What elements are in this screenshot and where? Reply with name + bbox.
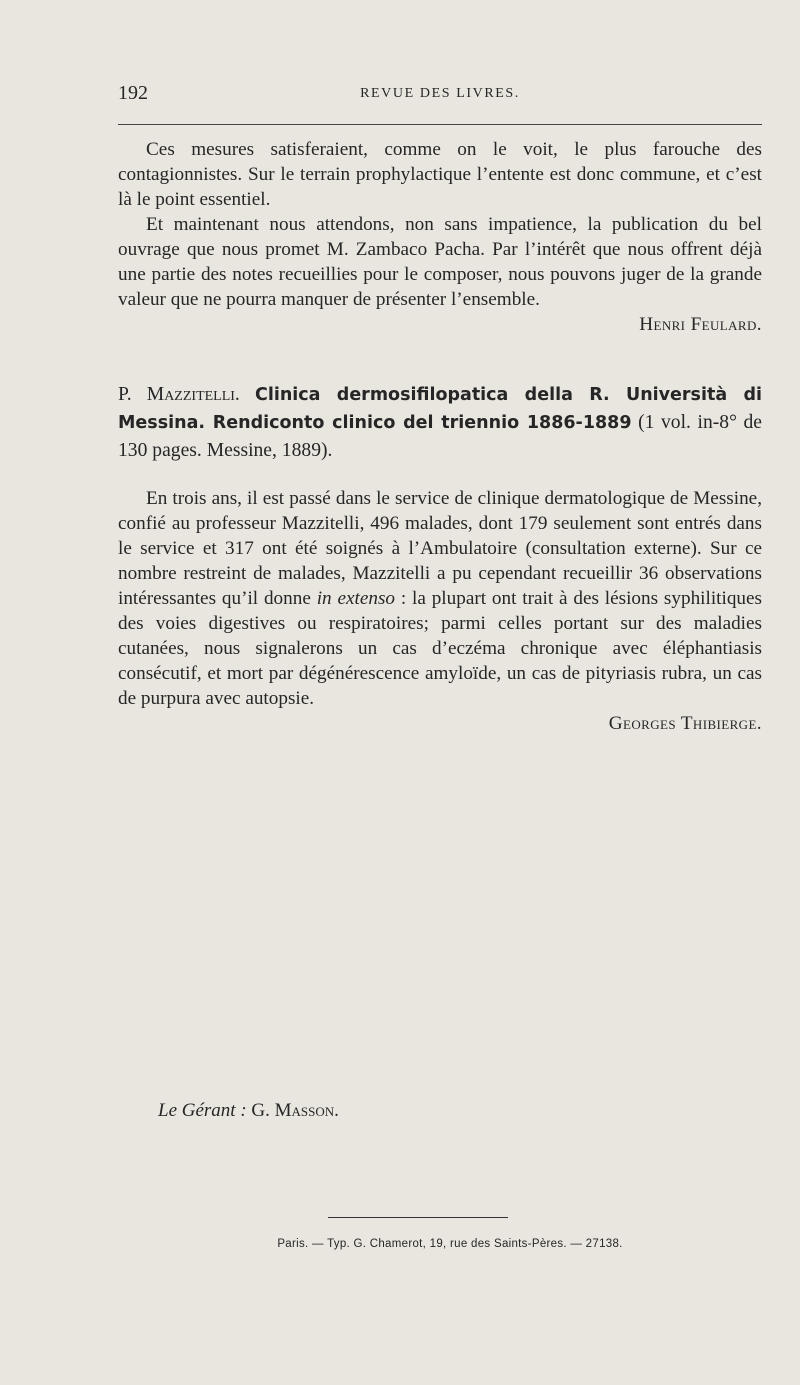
paragraph-contagion: Ces mesures satisferaient, comme on le voit, le plus farouche des contagionnistes. Sur le terrain prophylactique l’entente est donc commune, et c’est là le point essentiel.: [118, 139, 762, 210]
closing-text-block: [118, 137, 762, 337]
page-header: [118, 82, 762, 110]
gerant-name: G. Masson.: [251, 1100, 339, 1121]
imprint-rule: [328, 1217, 508, 1218]
review-body: En trois ans, il est passé dans le service de clinique dermatologique de Messine, confié au professeur Mazzitelli, 496 malades, dont 179 seulement sont entrés dans le service et 317 ont été soignés à l’Ambulatoire (consultation externe). Sur ce nombre restreint de malades, Mazzitelli a pu cependant recueillir 36 observations intéressantes qu’il donne in extenso : la plupart ont trait à des lésions syphilitiques des voies digestives ou respiratoires; parmi celles portant sur des maladies cutanées, nous signalerons un cas d’eczéma chronique avec éléphantiasis consécutif, et mort par dégénérescence amyloïde, un cas de pityriasis rubra, un cas de purpura avec autopsie.: [118, 488, 762, 709]
paragraph-zambaco: Et maintenant nous attendons, non sans impatience, la publication du bel ouvrage que nous promet M. Zambaco Pacha. Par l’intérêt que nous offrent déjà une partie des notes recueillies pour le composer, nous pouvons juger de la grande valeur que ne pourra manquer de présenter l’ensemble.: [118, 214, 762, 310]
signature-feulard: Henri Feulard.: [639, 314, 762, 335]
printer-imprint: Paris. — Typ. G. Chamerot, 19, rue des Saints-Pères. — 27138.: [277, 1238, 623, 1250]
review-text-block: [118, 486, 762, 736]
page-number: 192: [118, 82, 148, 104]
gerant-label: Le Gérant :: [158, 1100, 247, 1121]
gerant-line: [158, 1100, 339, 1122]
book-title: Clinica dermosifilopatica della R. Università di Messina. Rendiconto clinico del triennio 1886-1889: [118, 385, 762, 433]
latin-phrase: in extenso: [316, 588, 396, 609]
review-heading: [118, 381, 762, 464]
author-name: Mazzitelli.: [146, 384, 240, 405]
book-details: (1 vol. in-8° de 130 pages. Messine, 1889).: [118, 412, 762, 461]
running-title: REVUE DES LIVRES.: [360, 86, 520, 101]
signature-thibierge: Georges Thibierge.: [608, 713, 762, 734]
header-rule: [118, 124, 762, 125]
author-initial: P.: [118, 384, 132, 405]
